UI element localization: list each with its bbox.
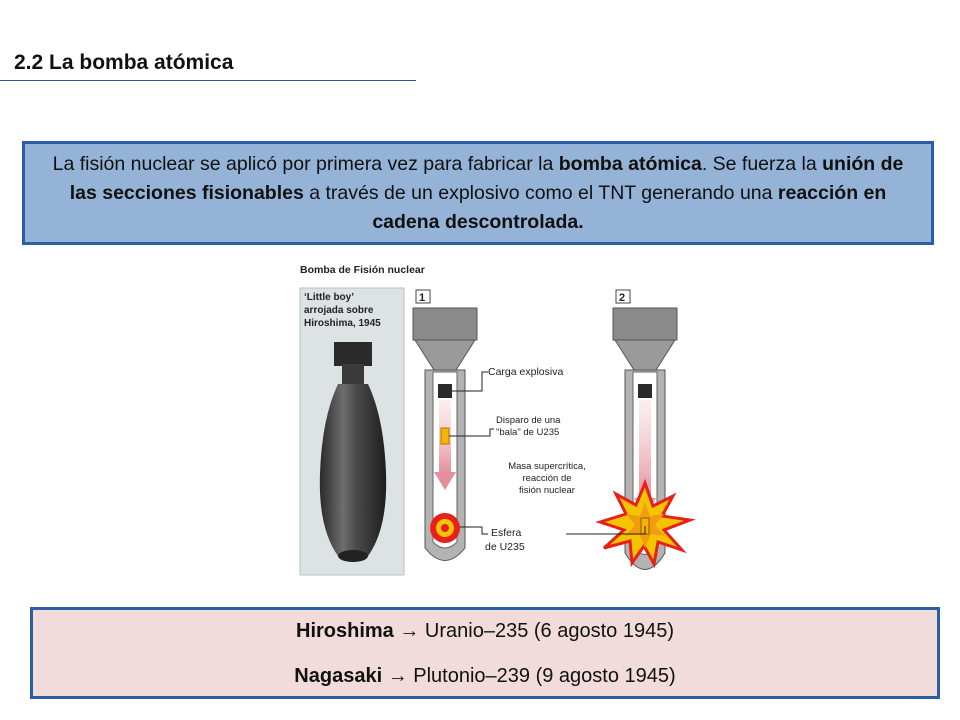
u235-sphere — [430, 513, 460, 543]
intro-bold-2: unión de las secciones fisionables — [69, 153, 904, 204]
label-sphere-line-1: Esfera — [491, 527, 522, 539]
intro-text-box — [22, 141, 934, 245]
leader-lines — [449, 372, 645, 534]
u235-bullet — [441, 428, 449, 444]
fission-bomb-diagram — [298, 258, 704, 578]
label-supercritical-line-2: reacción de — [522, 473, 572, 484]
fact-detail: → Uranio–235 (6 agosto 1945) — [393, 620, 674, 642]
bomb-1-explosive — [438, 384, 452, 398]
fact-city: Hiroshima — [296, 620, 394, 642]
intro-text-1: La fisión nuclear se aplicó por primera vez para fabricar la — [52, 153, 559, 175]
bomb-2-explosive — [638, 384, 652, 398]
fact-nagasaki — [33, 665, 937, 688]
fact-city: Nagasaki — [294, 665, 383, 687]
intro-text-2: . Se fuerza la — [701, 153, 823, 175]
fission-bomb-figure — [298, 258, 704, 578]
slide-title: 2.2 La bomba atómica — [14, 51, 234, 74]
intro-text-3: a través de un explosivo como el TNT generando una — [303, 182, 778, 204]
label-sphere-line-2: de U235 — [485, 541, 525, 553]
step-2-number: 2 — [619, 292, 626, 304]
photo-caption-line-1: ‘Little boy’ — [304, 292, 354, 303]
fact-hiroshima — [33, 620, 937, 643]
bombing-facts-box — [30, 607, 940, 699]
fact-detail: → Plutonio–239 (9 agosto 1945) — [382, 665, 676, 687]
label-explosive-charge: Carga explosiva — [488, 366, 564, 378]
label-supercritical-line-1: Masa supercrítica, — [508, 461, 586, 472]
label-bullet-line-2: "bala" de U235 — [496, 427, 560, 438]
label-supercritical-line-3: fisión nuclear — [519, 485, 575, 496]
step-1-number: 1 — [419, 292, 426, 304]
label-bullet-line-1: Disparo de una — [496, 415, 561, 426]
title-underline — [0, 80, 416, 81]
intro-bold-1: bomba atómica — [558, 153, 702, 175]
photo-caption-line-2: arrojada sobre — [304, 305, 374, 316]
photo-caption-line-3: Hiroshima, 1945 — [304, 318, 381, 329]
figure-heading: Bomba de Fisión nuclear — [300, 264, 425, 276]
intro-bold-3: reacción en cadena descontrolada. — [372, 182, 887, 233]
